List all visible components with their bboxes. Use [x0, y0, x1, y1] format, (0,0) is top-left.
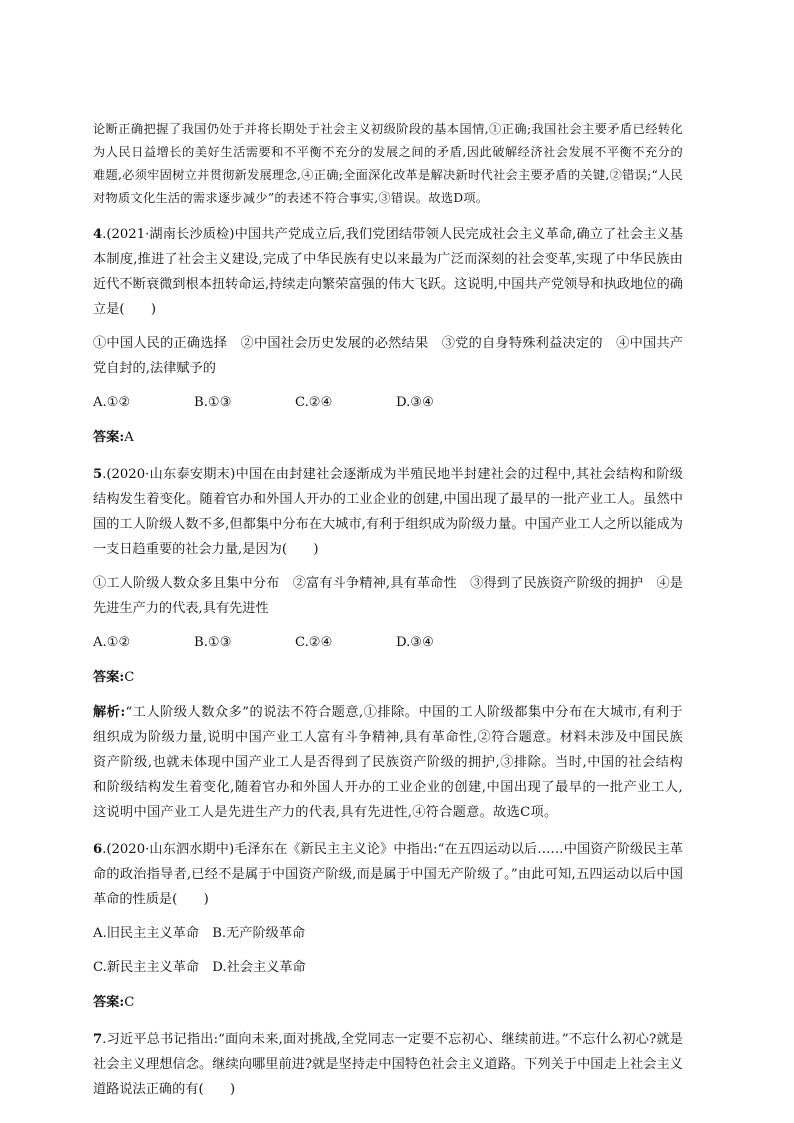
choice-d: D.③④: [396, 635, 434, 650]
question-4-stem: 4.(2021·湖南长沙质检)中国共产党成立后,我们党团结带领人民完成社会主义革命,确立了社会主义基本制度,推进了社会主义建设,完成了中华民族有史以来最为广泛而深刻的社会变革,实现了中华民族由近代不断衰微到根本扭转命运,持续走向繁荣富强的伟大飞跃。这说明,中国共产党领导和执政地位的确立是( ): [93, 227, 683, 317]
question-5-explanation: 解析:“工人阶级人数众多”的说法不符合题意,①排除。中国的工人阶级都集中分布在大城市,有利于组织成为阶级力量,说明中国产业工人富有斗争精神,具有革命性,②符合题意。材料未涉及中国民族资产阶级,也就未体现中国产业工人是否得到了民族资产阶级的拥护,③排除。当时,中国的社会结构和阶级结构发生着变化,随着官办和外国人开办的工业企业的创建,中国出现了最早的一批产业工人,这说明中国产业工人是先进生产力的代表,具有先进性,④符合题意。故选C项。: [93, 705, 683, 820]
choice-d: D.③④: [396, 395, 434, 410]
question-6-answer: 答案:C: [93, 995, 135, 1010]
choice-a: A.①②: [93, 395, 131, 410]
question-6-choices-cd: C.新民主主义革命 D.社会主义革命: [93, 960, 306, 975]
question-5-stem: 5.(2020·山东泰安期末)中国在由封建社会逐渐成为半殖民地半封建社会的过程中,其社会结构和阶级结构发生着变化。随着官办和外国人开办的工业企业的创建,中国出现了最早的一批产业工人。虽然中国的工人阶级人数不多,但都集中分布在大城市,有利于组织成为阶级力量。中国产业工人之所以能成为一支日趋重要的社会力量,是因为( ): [93, 467, 683, 557]
question-4-answer: 答案:A: [93, 430, 134, 445]
choice-c: C.②④: [295, 395, 333, 410]
choice-b: B.①③: [194, 635, 232, 650]
question-5-options: ①工人阶级人数众多且集中分布 ②富有斗争精神,具有革命性 ③得到了民族资产阶级的拥护 ④是先进生产力的代表,具有先进性: [93, 576, 683, 616]
question-7-stem: 7.习近平总书记指出:“面向未来,面对挑战,全党同志一定要不忘初心、继续前进。”不忘什么初心?就是社会主义理想信念。继续向哪里前进?就是坚持走中国特色社会主义道路。下列关于中国走上社会主义道路说法正确的有( ): [93, 1032, 683, 1097]
question-7-number: 7: [93, 1032, 103, 1047]
question-4: [93, 222, 683, 450]
question-6-number: 6: [93, 842, 103, 857]
choice-a: A.①②: [93, 635, 131, 650]
question-5-answer: 答案:C: [93, 670, 135, 685]
question-6-choices-ab: A.旧民主主义革命 B.无产阶级革命: [93, 926, 306, 941]
question-5-number: 5: [93, 467, 103, 482]
question-4-options: ①中国人民的正确选择 ②中国社会历史发展的必然结果 ③党的自身特殊利益决定的 ④中国共产党自封的,法律赋予的: [93, 336, 683, 376]
question-5: [93, 462, 683, 825]
question-7: [93, 1027, 683, 1102]
choice-b: B.①③: [194, 395, 232, 410]
question-4-choices: [93, 390, 683, 415]
question-4-number: 4: [93, 227, 103, 242]
choice-c: C.②④: [295, 635, 333, 650]
question-6: [93, 837, 683, 1015]
question-5-choices: [93, 630, 683, 655]
previous-explanation: 论断正确把握了我国仍处于并将长期处于社会主义初级阶段的基本国情,①正确;我国社会主要矛盾已经转化为人民日益增长的美好生活需要和不平衡不充分的发展之间的矛盾,因此破解经济社会发展不平衡不充分的难题,必须牢固树立并贯彻新发展理念,④正确;全面深化改革是解决新时代社会主要矛盾的关键,②错误;“人民对物质文化生活的需求逐步减少”的表述不符合事实,③错误。故选D项。: [93, 122, 683, 205]
document-page: [93, 118, 683, 1102]
question-6-stem: 6.(2020·山东泗水期中)毛泽东在《新民主主义论》中指出:“在五四运动以后……中国资产阶级民主革命的政治指导者,已经不是属于中国资产阶级,而是属于中国无产阶级了。”由此可知,五四运动以后中国革命的性质是( ): [93, 842, 683, 907]
